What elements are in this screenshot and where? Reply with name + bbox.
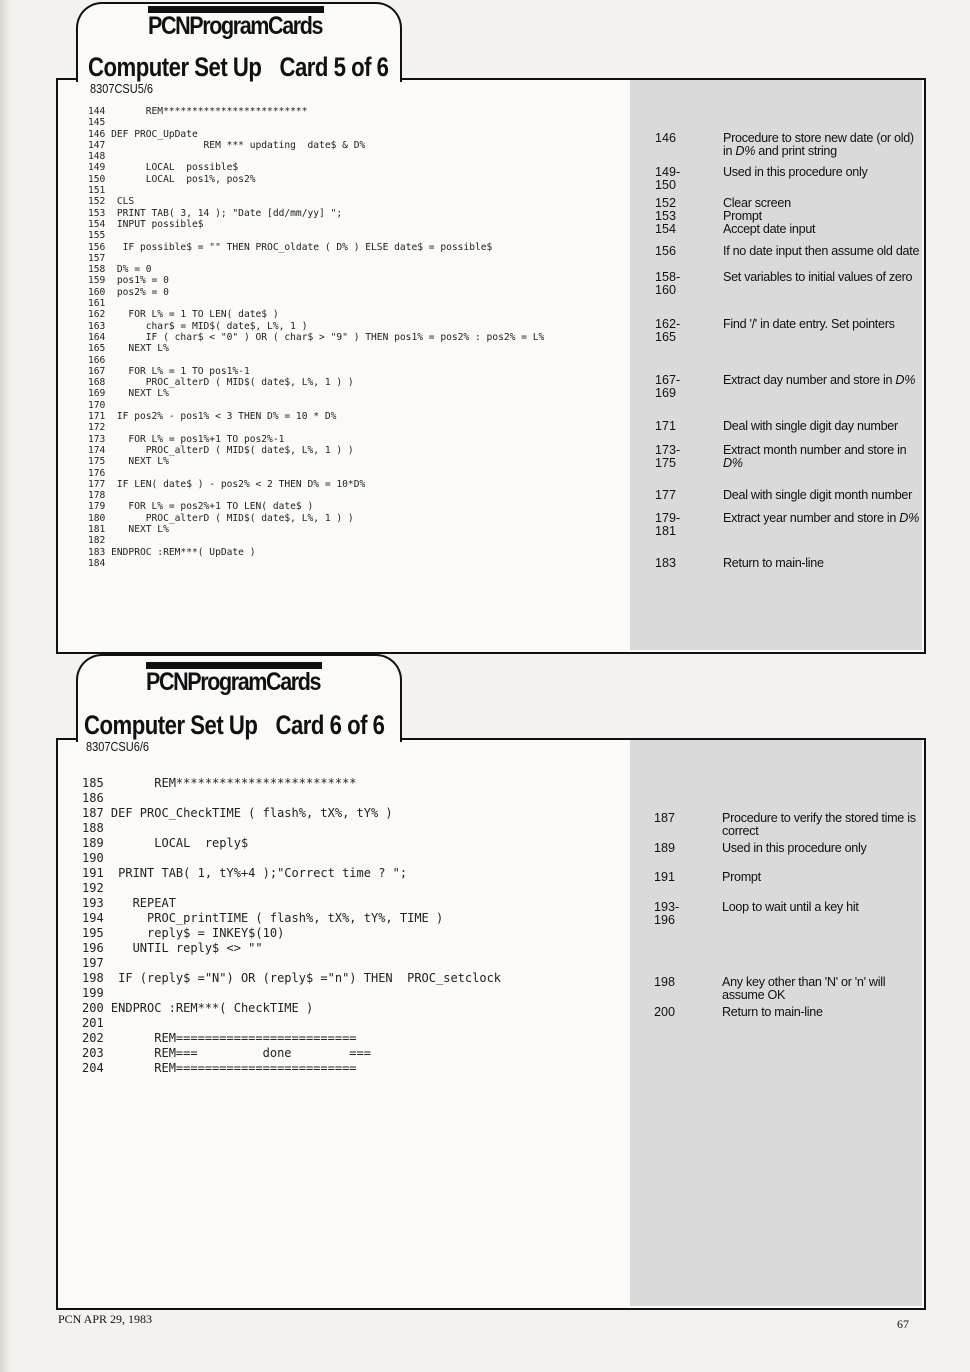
code-line: 183 ENDPROC :REM***( UpDate ) bbox=[88, 546, 256, 558]
code-line: 180 PROC_alterD ( MID$( date$, L%, 1 ) ) bbox=[88, 512, 354, 524]
card-title-right: Card 6 of 6 bbox=[275, 710, 385, 740]
code-line: 167 FOR L% = 1 TO pos1%-1 bbox=[88, 365, 250, 377]
card-title-right: Card 5 of 6 bbox=[279, 52, 389, 82]
card-title bbox=[88, 52, 388, 83]
note-line-ref: 158-160 bbox=[655, 270, 681, 297]
code-line: 184 bbox=[88, 557, 106, 569]
code-line: 172 bbox=[88, 422, 106, 434]
code-line: 161 bbox=[88, 298, 106, 310]
note-line-ref: 167-169 bbox=[655, 373, 681, 400]
code-line: 192 bbox=[82, 881, 104, 895]
code-line: 144 REM************************* bbox=[88, 106, 308, 117]
card-code-id: 8307CSU5/6 bbox=[90, 82, 153, 96]
note-text: Deal with single digit month number bbox=[723, 488, 913, 502]
code-line: 202 REM========================= bbox=[82, 1031, 357, 1045]
note-text: Used in this procedure only bbox=[722, 841, 867, 855]
note-text: Set variables to initial values of zero bbox=[723, 270, 913, 284]
code-line: 204 REM========================= bbox=[82, 1061, 357, 1075]
code-line: 196 UNTIL reply$ <> "" bbox=[82, 941, 263, 955]
code-line: 158 D% = 0 bbox=[88, 264, 152, 276]
code-line: 186 bbox=[82, 791, 104, 805]
code-line: 188 bbox=[82, 821, 104, 835]
code-line: 197 bbox=[82, 956, 104, 970]
code-line: 193 REPEAT bbox=[82, 896, 176, 910]
note-line-ref: 152 bbox=[655, 196, 677, 210]
note-line-ref: 156 bbox=[655, 244, 677, 258]
note-line-ref: 149-150 bbox=[655, 165, 681, 192]
note-text: Return to main-line bbox=[722, 1005, 823, 1019]
code-line: 153 PRINT TAB( 3, 14 ); "Date [dd/mm/yy] "; bbox=[88, 207, 343, 219]
note-line-ref: 154 bbox=[655, 222, 677, 236]
note-text: Find '/' in date entry. Set pointers bbox=[723, 317, 895, 331]
code-line: 200 ENDPROC :REM***( CheckTIME ) bbox=[82, 1001, 314, 1015]
note-line-ref: 171 bbox=[655, 419, 677, 433]
note-line-ref: 179-181 bbox=[655, 511, 681, 538]
code-line: 176 bbox=[88, 467, 106, 479]
note-text: Procedure to verify the stored time is correct bbox=[722, 811, 916, 838]
note-text: Accept date input bbox=[723, 222, 816, 236]
note-text: Loop to wait until a key hit bbox=[722, 900, 859, 914]
code-line: 191 PRINT TAB( 1, tY%+4 );"Correct time ? "; bbox=[82, 866, 408, 880]
code-line: 171 IF pos2% - pos1% < 3 THEN D% = 10 * D% bbox=[88, 411, 337, 423]
code-line: 160 pos2% = 0 bbox=[88, 286, 169, 298]
code-line: 150 LOCAL pos1%, pos2% bbox=[88, 173, 256, 185]
note-text: Any key other than 'N' or 'n' will assume OK bbox=[722, 975, 886, 1002]
code-line: 194 PROC_printTIME ( flash%, tX%, tY%, TIME ) bbox=[82, 911, 444, 925]
code-line: 147 REM *** updating date$ & D% bbox=[88, 139, 366, 151]
code-line: 185 REM************************* bbox=[82, 776, 357, 790]
code-line: 198 IF (reply$ ="N") OR (reply$ ="n") THEN PROC_setclock bbox=[82, 971, 502, 985]
logo: PCNProgramCards bbox=[146, 668, 321, 696]
code-line: 169 NEXT L% bbox=[88, 388, 169, 400]
code-line: 159 pos1% = 0 bbox=[88, 275, 169, 287]
note-text: Prompt bbox=[722, 870, 761, 884]
note-text: Clear screen bbox=[723, 196, 791, 210]
code-line: 177 IF LEN( date$ ) - pos2% < 2 THEN D% = 10*D% bbox=[88, 478, 366, 490]
note-line-ref: 198 bbox=[654, 975, 676, 989]
code-line: 173 FOR L% = pos1%+1 TO pos2%-1 bbox=[88, 433, 285, 445]
note-text: Extract month number and store in D% bbox=[723, 443, 907, 470]
code-line: 203 REM=== done === bbox=[82, 1046, 371, 1060]
code-line: 195 reply$ = INKEY$(10) bbox=[82, 926, 285, 940]
note-line-ref: 177 bbox=[655, 488, 677, 502]
note-text: Return to main-line bbox=[723, 556, 824, 570]
note-text: Prompt bbox=[723, 209, 762, 223]
card-title-left: Computer Set Up bbox=[88, 52, 262, 82]
code-line: 148 bbox=[88, 151, 106, 163]
code-line: 151 bbox=[88, 185, 106, 197]
note-line-ref: 183 bbox=[655, 556, 677, 570]
code-line: 201 bbox=[82, 1016, 104, 1030]
code-line: 174 PROC_alterD ( MID$( date$, L%, 1 ) ) bbox=[88, 444, 354, 456]
note-text: If no date input then assume old date bbox=[723, 244, 920, 258]
page-number: 67 bbox=[897, 1317, 909, 1331]
code-line: 182 bbox=[88, 535, 106, 547]
code-line: 146 DEF PROC_UpDate bbox=[88, 128, 198, 140]
code-line: 163 char$ = MID$( date$, L%, 1 ) bbox=[88, 320, 308, 332]
code-line: 179 FOR L% = pos2%+1 TO LEN( date$ ) bbox=[88, 501, 314, 513]
code-line: 149 LOCAL possible$ bbox=[88, 162, 239, 174]
program-listing bbox=[88, 106, 544, 569]
code-line: 178 bbox=[88, 490, 106, 502]
logo: PCNProgramCards bbox=[148, 12, 323, 40]
note-line-ref: 162-165 bbox=[655, 317, 681, 344]
code-line: 190 bbox=[82, 851, 104, 865]
footer-publication: PCN APR 29, 1983 bbox=[58, 1312, 153, 1326]
program-listing bbox=[82, 776, 501, 1076]
note-text: Extract year number and store in D% bbox=[723, 511, 919, 525]
note-line-ref: 187 bbox=[654, 811, 676, 825]
note-line-ref: 200 bbox=[654, 1005, 676, 1019]
page-binding-shadow bbox=[0, 0, 12, 1372]
note-text: Used in this procedure only bbox=[723, 165, 868, 179]
code-line: 199 bbox=[82, 986, 104, 1000]
note-line-ref: 146 bbox=[655, 131, 677, 145]
code-line: 162 FOR L% = 1 TO LEN( date$ ) bbox=[88, 309, 279, 321]
code-line: 156 IF possible$ = "" THEN PROC_oldate ( D% ) ELSE date$ = possible$ bbox=[88, 241, 493, 253]
note-line-ref: 189 bbox=[654, 841, 676, 855]
code-line: 170 bbox=[88, 399, 106, 411]
card-code-id: 8307CSU6/6 bbox=[86, 740, 149, 754]
note-line-ref: 173-175 bbox=[655, 443, 681, 470]
code-line: 145 bbox=[88, 117, 106, 129]
code-line: 181 NEXT L% bbox=[88, 523, 169, 535]
code-line: 175 NEXT L% bbox=[88, 456, 169, 468]
note-line-ref: 191 bbox=[654, 870, 676, 884]
note-text: Extract day number and store in D% bbox=[723, 373, 916, 387]
code-line: 154 INPUT possible$ bbox=[88, 218, 204, 230]
note-text: Procedure to store new date (or old) in D% and print string bbox=[723, 131, 914, 158]
code-line: 165 NEXT L% bbox=[88, 343, 169, 355]
code-line: 155 bbox=[88, 230, 106, 242]
code-line: 187 DEF PROC_CheckTIME ( flash%, tX%, tY% ) bbox=[82, 806, 393, 820]
note-text: Deal with single digit day number bbox=[723, 419, 898, 433]
code-line: 152 CLS bbox=[88, 196, 135, 208]
note-line-ref: 153 bbox=[655, 209, 677, 223]
code-line: 168 PROC_alterD ( MID$( date$, L%, 1 ) ) bbox=[88, 377, 354, 389]
code-line: 189 LOCAL reply$ bbox=[82, 836, 249, 850]
code-line: 164 IF ( char$ < "0" ) OR ( char$ > "9" ) THEN pos1% = pos2% : pos2% = L% bbox=[88, 331, 545, 343]
card-title-left: Computer Set Up bbox=[84, 710, 258, 740]
code-line: 166 bbox=[88, 354, 106, 366]
note-line-ref: 193-196 bbox=[654, 900, 680, 927]
code-line: 157 bbox=[88, 252, 106, 264]
card-title bbox=[84, 710, 384, 741]
